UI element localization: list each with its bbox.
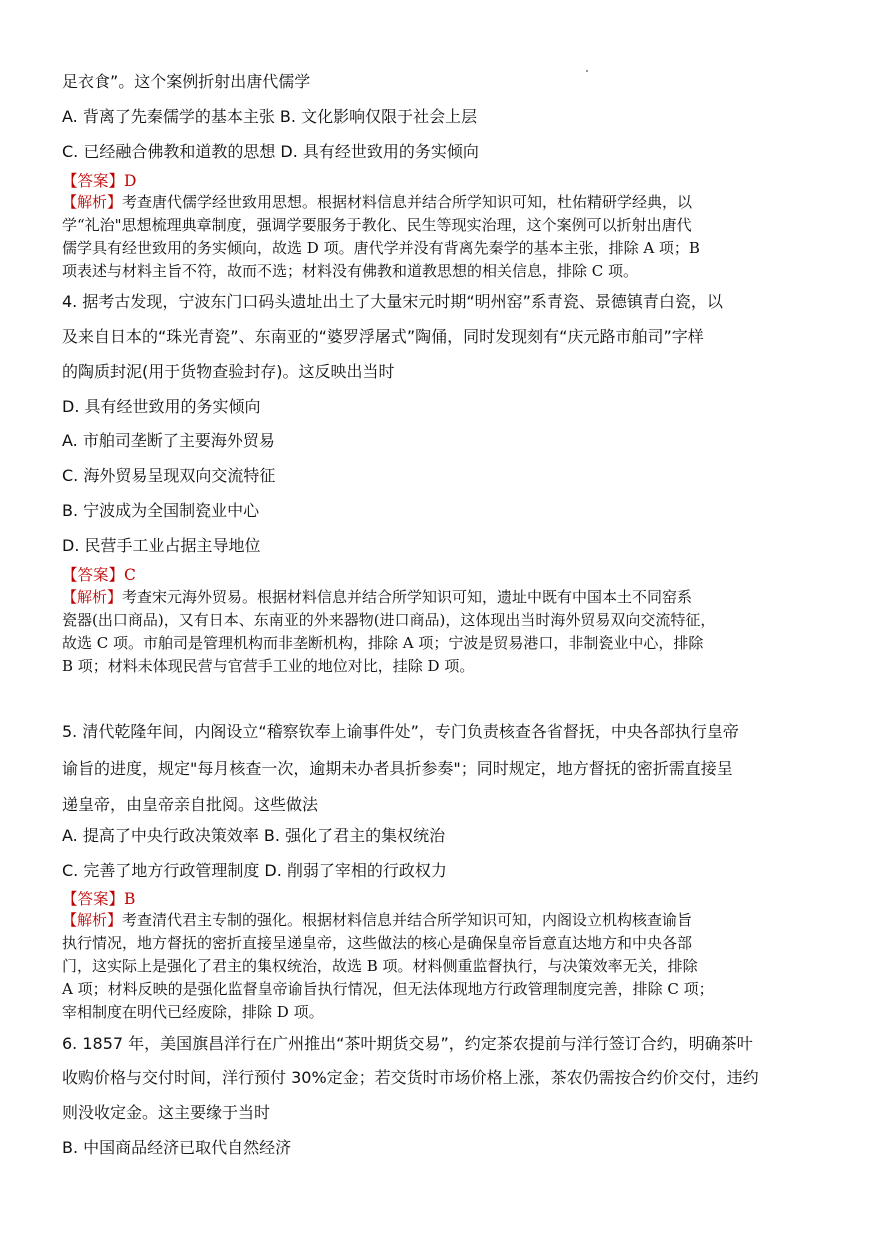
explain-line: 学“礼治"思想梳理典章制度，强调学要服务于教化、民生等现实治理，这个案例可以折射出唐代 xyxy=(62,216,692,234)
q4-answer xyxy=(62,565,832,585)
q3-explanation xyxy=(62,191,832,283)
answer-value: D xyxy=(124,172,137,190)
explain-line: 儒学具有经世致用的务实倾向，故选 D 项。唐代学并没有背离先秦学的基本主张，排除 A 项；B xyxy=(62,239,700,257)
q5-answer xyxy=(62,889,832,909)
q5-stem-line: 5. 清代乾隆年间，内阁设立“稽察钦奉上谕事件处”，专门负责核查各省督抚，中央各部执行皇帝 xyxy=(62,722,739,741)
explain-tag: 【解析】 xyxy=(62,193,123,211)
explain-line: 项表述与材料主旨不符，故而不选；材料没有佛教和道教思想的相关信息，排除 C 项。 xyxy=(62,262,639,280)
q4-explanation xyxy=(62,586,832,678)
q4-stem-line: 及来自日本的“珠光青瓷”、东南亚的“婆罗浮屠式”陶俑，同时发现刻有“庆元路市舶司”字样 xyxy=(62,327,704,346)
q6-stem-line: 6. 1857 年，美国旗昌洋行在广州推出“茶叶期货交易”，约定茶农提前与洋行签订合约，明确茶叶 xyxy=(62,1034,753,1053)
q3-answer xyxy=(62,171,832,191)
explain-line: 执行情况，地方督抚的密折直接呈递皇帝，这些做法的核心是确保皇帝旨意直达地方和中央各部 xyxy=(62,934,693,952)
q6-stem-line: 收购价格与交付时间，洋行预付 30%定金；若交货时市场价格上涨，茶农仍需按合约价交付，违约 xyxy=(62,1068,759,1087)
q3-options-ab: A. 背离了先秦儒学的基本主张 B. 文化影响仅限于社会上层 xyxy=(62,107,478,126)
explain-tag: 【解析】 xyxy=(62,911,123,929)
answer-tag: 【答案】 xyxy=(62,172,125,190)
explain-line: 故选 C 项。市舶司是管理机构而非垄断机构，排除 A 项；宁波是贸易港口，非制瓷业中心，排除 xyxy=(62,634,704,652)
q4-option: D. 具有经世致用的务实倾向 xyxy=(62,397,261,416)
q4-option: C. 海外贸易呈现双向交流特征 xyxy=(62,466,276,485)
q4-stem-line: 4. 据考古发现，宁波东门口码头遗址出土了大量宋元时期“明州窑”系青瓷、景德镇青白瓷，以 xyxy=(62,292,723,311)
q5-options-ab: A. 提高了中央行政决策效率 B. 强化了君主的集权统治 xyxy=(62,826,446,845)
q4-stem-line: 的陶质封泥(用于货物查验封存)。这反映出当时 xyxy=(62,362,395,381)
answer-value: B xyxy=(124,890,136,908)
explain-line: 考查唐代儒学经世致用思想。根据材料信息并结合所学知识可知，杜佑精研学经典，以 xyxy=(122,193,693,211)
q4-option: A. 市舶司垄断了主要海外贸易 xyxy=(62,431,275,450)
explain-line: 瓷器(出口商品)，又有日本、东南亚的外来器物(进口商品)，这体现出当时海外贸易双向交流特征， xyxy=(62,611,716,629)
explain-line: 门，这实际上是强化了君主的集权统治，故选 B 项。材料侧重监督执行，与决策效率无关，排除 xyxy=(62,957,698,975)
answer-value: C xyxy=(124,566,136,584)
explain-tag: 【解析】 xyxy=(62,588,123,606)
q4-option: D. 民营手工业占据主导地位 xyxy=(62,536,261,555)
explain-line: 考查清代君主专制的强化。根据材料信息并结合所学知识可知，内阁设立机构核查谕旨 xyxy=(122,911,693,929)
q3-options-cd: C. 已经融合佛教和道教的思想 D. 具有经世致用的务实倾向 xyxy=(62,142,479,161)
explain-line: 考查宋元海外贸易。根据材料信息并结合所学知识可知，遗址中既有中国本土不同窑系 xyxy=(122,588,693,606)
explain-line: B 项；材料未体现民营与官营手工业的地位对比，挂除 D 项。 xyxy=(62,657,475,675)
q5-explanation xyxy=(62,909,832,1024)
q5-options-cd: C. 完善了地方行政管理制度 D. 削弱了宰相的行政权力 xyxy=(62,861,447,880)
q6-option: B. 中国商品经济已取代自然经济 xyxy=(62,1138,292,1157)
answer-tag: 【答案】 xyxy=(62,890,125,908)
q5-stem-line: 递皇帝，由皇帝亲自批阅。这些做法 xyxy=(62,795,319,814)
q5-stem-line: 谕旨的进度，规定"每月核查一次，逾期未办者具折参奏"；同时规定，地方督抚的密折需直接呈 xyxy=(62,759,733,778)
explain-line: A 项；材料反映的是强化监督皇帝谕旨执行情况，但无法体现地方行政管理制度完善，排除 C 项； xyxy=(62,980,714,998)
q3-stem-tail: 足衣食”。这个案例折射出唐代儒学 xyxy=(62,72,311,91)
explain-line: 宰相制度在明代已经废除，排除 D 项。 xyxy=(62,1003,324,1021)
q6-stem-line: 则没收定金。这主要缘于当时 xyxy=(62,1103,271,1122)
q4-option: B. 宁波成为全国制瓷业中心 xyxy=(62,501,260,520)
answer-tag: 【答案】 xyxy=(62,566,125,584)
